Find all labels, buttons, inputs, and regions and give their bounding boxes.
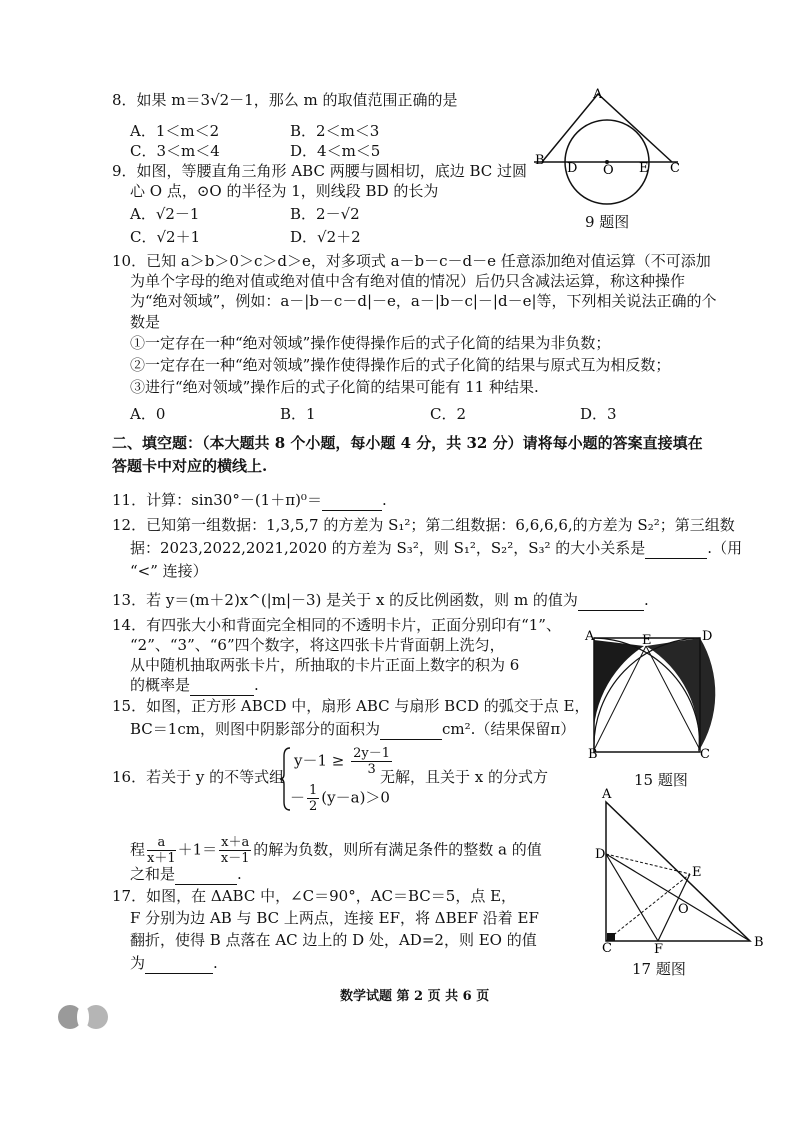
- q15-line2-end: cm².（结果保留π）: [441, 720, 576, 738]
- q12-line2-text: 据：2023,2022,2021,2020 的方差为 S₃²，则 S₁²，S₂²，S₃² 的大小关系是: [130, 539, 646, 557]
- fig17-label-b: B: [754, 935, 764, 950]
- figure-9: [530, 84, 690, 214]
- q10-stem-line3: 为“绝对领域”，例如：a－|b－c－d|－e，a－|b－c|－|d－e|等，下列相关说法正确的个: [130, 292, 717, 310]
- q14-line4-text: 的概率是: [130, 676, 191, 694]
- q15-stem-line2: [130, 720, 575, 740]
- q16-eq-numerator-1: a: [147, 835, 176, 851]
- q16-ineq2-fraction: [307, 783, 319, 814]
- q13-answer-blank[interactable]: [578, 591, 644, 611]
- q12-answer-blank[interactable]: [645, 539, 707, 559]
- q8-option-a: A．1＜m＜2: [130, 122, 220, 140]
- q16-ineq2-denominator: 2: [309, 799, 318, 814]
- q11-answer-blank[interactable]: [322, 491, 382, 511]
- fig9-label-a: A: [593, 87, 603, 102]
- q10-stem-line4: 数是: [130, 313, 161, 331]
- q14-stem-line3: 从中随机抽取两张卡片，所抽取的卡片正面上数字的积为 6: [130, 656, 520, 674]
- q14-stem-line2: “2”、“3”、“6”四个数字，将这四张卡片背面朝上洗匀，: [130, 636, 505, 654]
- q14-stem-line4: [130, 676, 259, 696]
- q13: [112, 591, 649, 611]
- q16-line3: [130, 865, 242, 885]
- q10-option-a: A．0: [130, 405, 166, 423]
- q13-text: 13．若 y＝(m＋2)x^(|m|－3) 是关于 x 的反比例函数，则 m 的值为: [112, 591, 578, 609]
- q8-option-b: B．2＜m＜3: [290, 122, 380, 140]
- page-footer: 数学试题 第 2 页 共 6 页: [340, 989, 490, 1004]
- q9-option-b: B．2－√2: [290, 205, 360, 223]
- figure-15: [584, 629, 713, 762]
- fig9-label-d: D: [567, 161, 578, 176]
- q10-statement-2: ②一定存在一种“绝对领域”操作使得操作后的式子化简的结果与原式互为相反数；: [130, 356, 671, 374]
- q16-ineq2-numerator: 1: [309, 783, 318, 798]
- q9-stem-line1: 9．如图，等腰直角三角形 ABC 两腰与圆相切，底边 BC 过圆: [112, 162, 528, 180]
- q17-end: .: [213, 954, 218, 972]
- fig15-label-c: C: [700, 747, 710, 762]
- q9-stem-line2: 心 O 点，⊙O 的半径为 1，则线段 BD 的长为: [130, 182, 439, 200]
- q17-answer-blank[interactable]: [145, 954, 213, 974]
- q17-stem-line4: [130, 954, 218, 974]
- q12-line2-end: .（用: [707, 539, 743, 557]
- q16-ineq1-denominator: 3: [367, 762, 376, 777]
- q10-option-d: D．3: [580, 405, 617, 423]
- q16-eq-denominator-1: x＋1: [147, 851, 176, 866]
- q16-ineq1-numerator: 2y－1: [353, 746, 391, 761]
- q14-end: .: [254, 676, 259, 694]
- fig17-label-c: C: [602, 941, 612, 956]
- q16-line2: [130, 835, 542, 866]
- logo-icon: [56, 1003, 112, 1031]
- q17-stem-line2: F 分别为边 AB 与 BC 上两点，连接 EF，将 ΔBEF 沿着 EF: [130, 909, 539, 927]
- q16-end: .: [237, 865, 242, 883]
- q16-ineq1-left: y－1 ≥: [294, 751, 345, 770]
- q16-line2-prefix: 程: [130, 840, 146, 859]
- q9-option-d: D．√2＋2: [290, 228, 361, 246]
- q12-stem-line3: “<” 连接）: [130, 562, 208, 580]
- q12-stem-line2: [130, 539, 742, 559]
- fig17-label-e: E: [692, 865, 702, 880]
- q8-stem: 8．如果 m＝3√2－1，那么 m 的取值范围正确的是: [112, 91, 458, 109]
- q16-line2-end: 的解为负数，则所有满足条件的整数 a 的值: [253, 840, 542, 859]
- fig9-label-e: E: [639, 161, 649, 176]
- fig9-label-o: O: [603, 163, 614, 178]
- figure-15-caption: 15 题图: [634, 771, 688, 789]
- q16-line3-text: 之和是: [130, 865, 176, 883]
- q10-stem-line1: 10．已知 a＞b＞0＞c＞d＞e，对多项式 a－b－c－d－e 任意添加绝对值运算（不可添加: [112, 252, 711, 270]
- q14-stem-line1: 14．有四张大小和背面完全相同的不透明卡片，正面分别印有“1”、: [112, 616, 561, 634]
- q16-eq-fraction-2: [219, 835, 251, 866]
- fig17-label-d: D: [595, 847, 606, 862]
- q15-line2-text: BC＝1cm，则图中阴影部分的面积为: [130, 720, 380, 738]
- q8-option-d: D．4＜m＜5: [290, 142, 381, 160]
- fig15-label-d: D: [702, 629, 713, 644]
- fig9-label-b: B: [535, 153, 545, 168]
- section-2-header-line2: 答题卡中对应的横线上.: [112, 457, 268, 475]
- q12-stem-line1: 12．已知第一组数据：1,3,5,7 的方差为 S₁²；第二组数据：6,6,6,6,的方差为 S₂²；第三组数: [112, 516, 735, 534]
- q16-answer-blank[interactable]: [175, 865, 237, 885]
- q16-ineq2-right: (y－a)＞0: [321, 788, 390, 807]
- q17-stem-line3: 翻折，使得 B 点落在 AC 边上的 D 处，AD=2，则 EO 的值: [130, 931, 537, 949]
- q16-eq-fraction-1: [147, 835, 176, 866]
- q16-prefix: 16．若关于 y 的不等式组: [112, 768, 285, 786]
- q10-option-b: B．1: [280, 405, 316, 423]
- q10-statement-3: ③进行“绝对领域”操作后的式子化简的结果可能有 11 种结果.: [130, 378, 539, 396]
- q16-eq-denominator-2: x－1: [220, 851, 250, 866]
- section-2-header-line1: 二、填空题：（本大题共 8 个小题，每小题 4 分，共 32 分）请将每小题的答案直接填在: [112, 434, 703, 452]
- fig15-label-e: E: [642, 633, 652, 648]
- q16-eq-numerator-2: x＋a: [221, 835, 250, 850]
- fig17-label-o: O: [678, 902, 689, 917]
- q9-option-a: A．√2－1: [130, 205, 200, 223]
- q10-option-c: C．2: [430, 405, 467, 423]
- q8-option-c: C．3＜m＜4: [130, 142, 220, 160]
- fig15-label-b: B: [588, 747, 598, 762]
- figure-9-caption: 9 题图: [585, 213, 630, 231]
- q13-end: .: [643, 591, 649, 609]
- fig9-label-c: C: [670, 161, 680, 176]
- q14-answer-blank[interactable]: [190, 676, 254, 696]
- q11-text: 11．计算：sin30°－(1＋π)⁰＝: [112, 491, 322, 509]
- q17-line4-text: 为: [130, 954, 146, 972]
- q9-option-c: C．√2＋1: [130, 228, 201, 246]
- figure-17-caption: 17 题图: [632, 960, 686, 978]
- q10-statement-1: ①一定存在一种“绝对领域”操作使得操作后的式子化简的结果为非负数；: [130, 334, 611, 352]
- q16-ineq2-sign: －: [290, 788, 306, 807]
- fig17-label-f: F: [654, 942, 664, 957]
- q10-stem-line2: 为单个字母的绝对值或绝对值中含有绝对值的情况）后仍只含减法运算，称这种操作: [130, 272, 686, 290]
- q11: [112, 491, 387, 511]
- fig17-label-a: A: [602, 787, 612, 802]
- q16-eq-mid: ＋1＝: [177, 840, 218, 859]
- q15-answer-blank[interactable]: [380, 720, 442, 740]
- q15-stem-line1: 15．如图，正方形 ABCD 中，扇形 ABC 与扇形 BCD 的弧交于点 E，: [112, 697, 590, 715]
- fig15-label-a: A: [585, 629, 595, 644]
- q16-inequality-2: [290, 783, 390, 814]
- q17-stem-line1: 17．如图，在 ΔABC 中，∠C＝90°，AC＝BC＝5，点 E，: [112, 887, 517, 905]
- q16-mid: 无解，且关于 x 的分式方: [380, 768, 548, 786]
- figure-17: [590, 786, 770, 958]
- q11-end: .: [381, 491, 387, 509]
